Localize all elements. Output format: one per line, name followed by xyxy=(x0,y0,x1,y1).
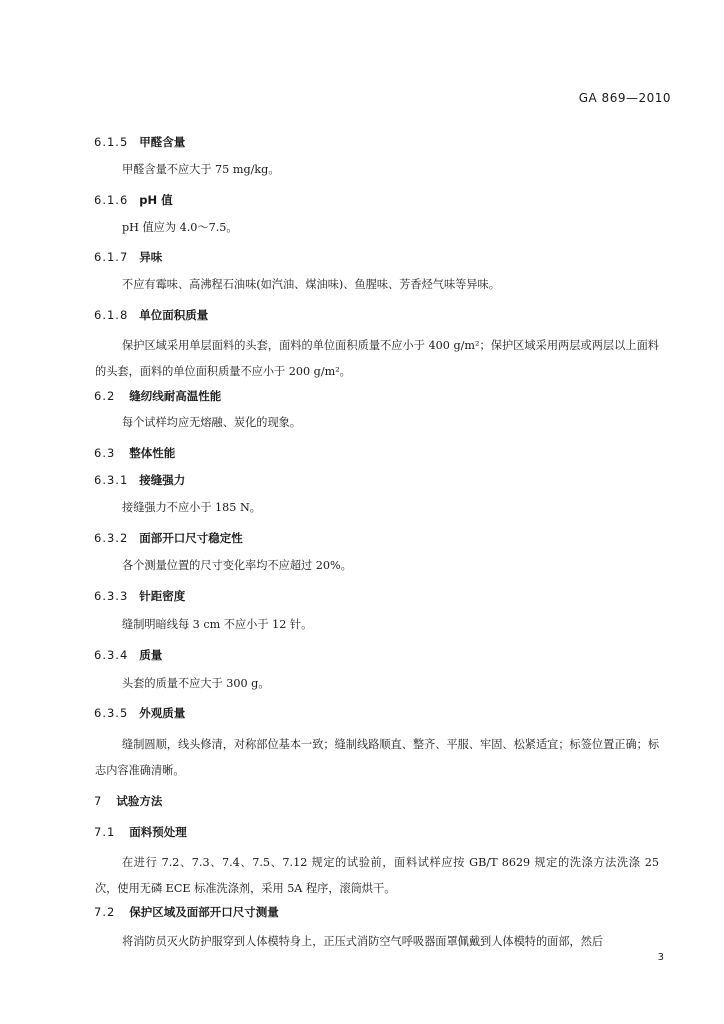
section-number: 6.3.5 xyxy=(94,706,129,720)
section-number: 7.2 xyxy=(94,905,116,919)
section-heading xyxy=(94,387,221,405)
section-title: 外观质量 xyxy=(139,706,186,720)
section-title: 缝纫线耐高温性能 xyxy=(129,389,222,403)
section-title: 保护区域及面部开口尺寸测量 xyxy=(129,905,279,919)
section-heading xyxy=(94,444,175,462)
section-number: 6.1.7 xyxy=(94,250,129,264)
section-heading xyxy=(94,191,173,209)
section-number: 6.3 xyxy=(94,446,116,460)
section-number: 7.1 xyxy=(94,825,116,839)
section-title: 面料预处理 xyxy=(129,825,187,839)
section-title: pH 值 xyxy=(139,193,173,207)
section-title: 甲醛含量 xyxy=(139,135,186,149)
section-heading xyxy=(94,529,243,547)
section-body: 在进行 7.2、7.3、7.4、7.5、7.12 规定的试验前，面料试样应按 GB/T 8629 规定的洗涤方法洗涤 25 次，使用无磷 ECE 标准洗涤剂，采用 5A 程序，滚筒烘干。 xyxy=(95,856,659,895)
section-title: 接缝强力 xyxy=(139,473,186,487)
section-number: 6.2 xyxy=(94,389,116,403)
section-title: 面部开口尺寸稳定性 xyxy=(139,531,243,545)
section-heading xyxy=(94,823,187,841)
section-number: 6.3.4 xyxy=(94,648,129,662)
section-number: 7 xyxy=(94,794,103,808)
section-body: 保护区域采用单层面料的头套，面料的单位面积质量不应小于 400 g/m²；保护区域采用两层或两层以上面料的头套，面料的单位面积质量不应小于 200 g/m²。 xyxy=(95,339,659,378)
section-body: 不应有霉味、高沸程石油味(如汽油、煤油味)、鱼腥味、芳香烃气味等异味。 xyxy=(122,278,500,291)
section-number: 6.1.6 xyxy=(94,193,129,207)
section-body: 每个试样均应无熔融、炭化的现象。 xyxy=(122,416,302,429)
page-number: 3 xyxy=(657,952,664,963)
chapter-heading xyxy=(94,792,162,810)
section-body: 头套的质量不应大于 300 g。 xyxy=(122,677,270,690)
section-title: 异味 xyxy=(139,250,163,264)
section-number: 6.3.2 xyxy=(94,531,129,545)
standard-code: GA 869—2010 xyxy=(578,91,671,105)
section-body: 各个测量位置的尺寸变化率均不应超过 20%。 xyxy=(122,559,352,572)
section-heading xyxy=(94,306,208,324)
section-body: pH 值应为 4.0～7.5。 xyxy=(122,221,238,234)
section-heading xyxy=(94,133,185,151)
section-title: 单位面积质量 xyxy=(139,308,209,322)
section-body: 接缝强力不应小于 185 N。 xyxy=(122,501,261,514)
section-heading xyxy=(94,248,162,266)
section-title: 整体性能 xyxy=(129,446,176,460)
section-number: 6.1.5 xyxy=(94,135,129,149)
section-number: 6.3.3 xyxy=(94,589,129,603)
section-heading xyxy=(94,471,185,489)
section-title: 试验方法 xyxy=(116,794,163,808)
section-heading xyxy=(94,587,185,605)
section-title: 质量 xyxy=(139,648,163,662)
section-body: 缝制圆顺，线头修清，对称部位基本一致；缝制线路顺直、整齐、平服、牢固、松紧适宜；标签位置正确；标志内容准确清晰。 xyxy=(95,738,660,777)
section-number: 6.3.1 xyxy=(94,473,129,487)
section-heading xyxy=(94,903,279,921)
section-body: 缝制明暗线每 3 cm 不应小于 12 针。 xyxy=(122,618,313,631)
section-number: 6.1.8 xyxy=(94,308,129,322)
section-heading xyxy=(94,646,162,664)
section-title: 针距密度 xyxy=(139,589,186,603)
section-body: 甲醛含量不应大于 75 mg/kg。 xyxy=(122,163,280,176)
section-heading xyxy=(94,704,185,722)
section-body: 将消防员灭火防护服穿到人体模特身上，正压式消防空气呼吸器面罩佩戴到人体模特的面部，然后 xyxy=(122,935,604,948)
